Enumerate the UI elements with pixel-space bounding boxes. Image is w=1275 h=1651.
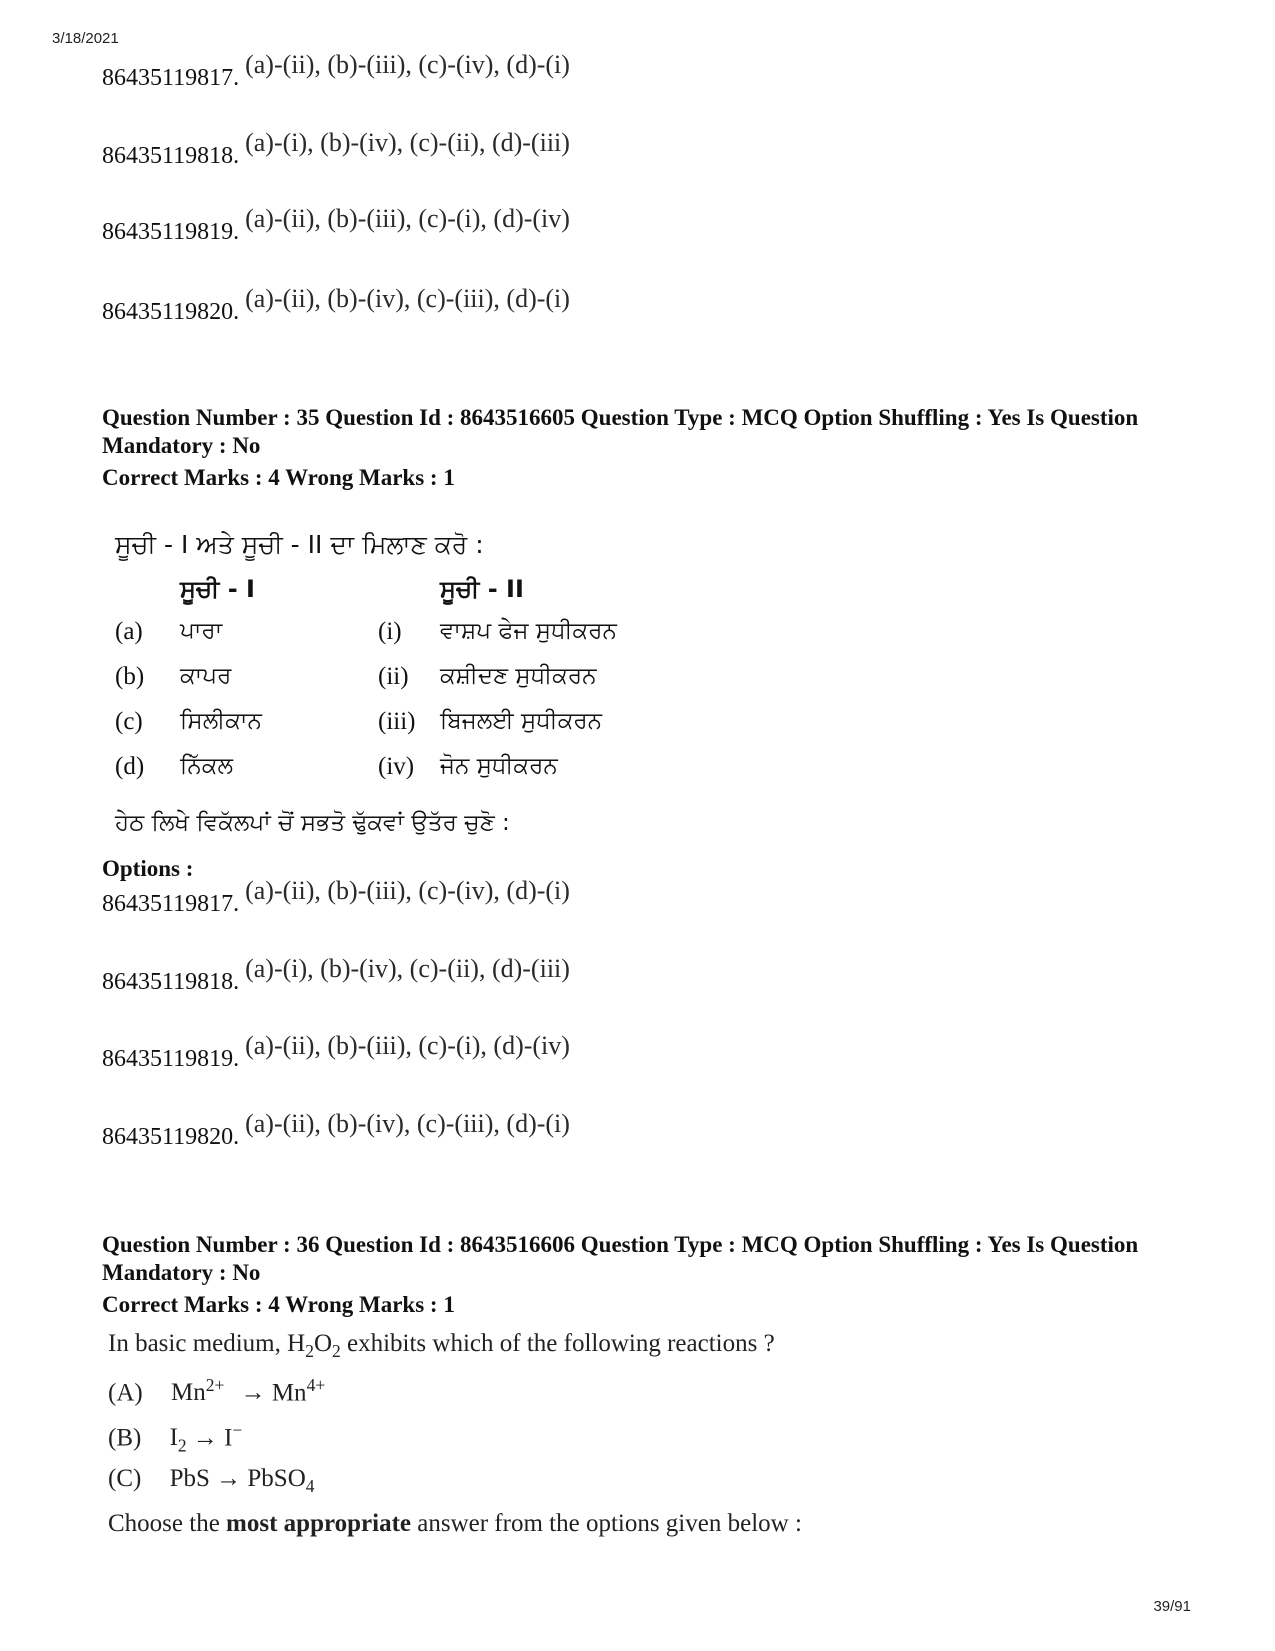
list1-item: ਪਾਰਾ — [180, 618, 223, 644]
row-label: (a) — [115, 618, 143, 645]
instruction: ਹੇਠ ਲਿਖੇ ਵਿਕੱਲਪਾਂ ਚੋਂ ਸਭਤੋ ਢੁੱਕਵਾਂ ਉਤੱਰ ਚੁਣੋ : — [115, 810, 510, 836]
option-text: (a)-(ii), (b)-(iii), (c)-(i), (d)-(iv) — [245, 1031, 570, 1060]
formula: I — [224, 1424, 233, 1452]
row-label: (b) — [115, 663, 145, 690]
question-header: Question Number : 36 Question Id : 8643516606 Question Type : MCQ Option Shuffling : Yes Is Question Mandatory : No — [102, 1232, 1139, 1285]
arrow-icon: → — [240, 1379, 266, 1407]
option-id: 86435119820. — [102, 1124, 240, 1150]
instruction-emphasis: most appropriate — [226, 1510, 411, 1537]
match-title: ਸੂਚੀ - I ਅਤੇ ਸੂਚੀ - II ਦਾ ਮਿਲਾਣ ਕਰੋ : — [115, 530, 484, 559]
option-id: 86435119819. — [102, 219, 240, 245]
row-label: (ii) — [378, 663, 409, 690]
arrow-icon: → — [192, 1424, 218, 1452]
option-row — [102, 1109, 570, 1151]
option-id: 86435119820. — [102, 299, 240, 325]
option-text: (a)-(ii), (b)-(iv), (c)-(iii), (d)-(i) — [245, 284, 570, 313]
option-text: (a)-(ii), (b)-(iii), (c)-(iv), (d)-(i) — [245, 876, 570, 905]
superscript: − — [232, 1420, 243, 1440]
instruction-text: answer from the options given below : — [411, 1510, 802, 1537]
formula: I — [169, 1424, 178, 1452]
option-row — [102, 284, 570, 326]
list1-heading: ਸੂਚੀ - I — [180, 575, 255, 603]
list2-heading: ਸੂਚੀ - II — [440, 575, 524, 603]
stem-text: O — [313, 1330, 332, 1357]
option-id: 86435119819. — [102, 1046, 240, 1072]
row-label: (d) — [115, 753, 145, 780]
option-row — [102, 50, 570, 92]
row-label: (i) — [378, 618, 402, 645]
reaction-c — [108, 1465, 315, 1497]
option-id: 86435119817. — [102, 891, 240, 917]
list2-item: ਕਸ਼ੀਦਣ ਸੁਧੀਕਰਨ — [440, 663, 597, 689]
subscript: 2 — [305, 1341, 314, 1361]
question-marks: Correct Marks : 4 Wrong Marks : 1 — [102, 1292, 455, 1317]
reaction-label: (A) — [108, 1379, 143, 1407]
row-label: (iii) — [378, 708, 416, 735]
superscript: 2+ — [205, 1375, 225, 1395]
question-header: Question Number : 35 Question Id : 8643516605 Question Type : MCQ Option Shuffling : Yes Is Question Mandatory : No — [102, 405, 1139, 458]
arrow-icon: → — [216, 1465, 242, 1492]
formula: Mn — [170, 1379, 206, 1407]
instruction-text: Choose the — [108, 1510, 227, 1537]
reaction-b — [108, 1420, 242, 1456]
option-row — [102, 128, 570, 170]
list1-item: ਕਾਪਰ — [180, 663, 232, 689]
list2-item: ਜੋਨ ਸੁਧੀਕਰਨ — [440, 753, 558, 779]
question-marks: Correct Marks : 4 Wrong Marks : 1 — [102, 465, 455, 490]
question-stem — [108, 1330, 775, 1362]
option-id: 86435119818. — [102, 969, 240, 995]
choose-instruction — [108, 1510, 802, 1538]
option-text: (a)-(ii), (b)-(iii), (c)-(i), (d)-(iv) — [245, 204, 570, 233]
option-row — [102, 876, 570, 918]
print-date: 3/18/2021 — [52, 30, 119, 47]
stem-text: exhibits which of the following reactions ? — [340, 1330, 775, 1357]
option-text: (a)-(ii), (b)-(iv), (c)-(iii), (d)-(i) — [245, 1109, 570, 1138]
option-text: (a)-(i), (b)-(iv), (c)-(ii), (d)-(iii) — [245, 128, 570, 157]
option-text: (a)-(ii), (b)-(iii), (c)-(iv), (d)-(i) — [245, 50, 570, 79]
reaction-a — [108, 1375, 325, 1407]
subscript: 2 — [177, 1435, 187, 1456]
formula: PbSO — [247, 1465, 306, 1492]
subscript: 2 — [332, 1341, 341, 1361]
superscript: 4+ — [306, 1375, 326, 1395]
option-id: 86435119817. — [102, 65, 240, 91]
row-label: (c) — [115, 708, 143, 735]
formula: PbS — [169, 1465, 210, 1492]
option-id: 86435119818. — [102, 143, 240, 169]
formula: Mn — [271, 1379, 307, 1407]
list1-item: ਨਿੱਕਲ — [180, 753, 234, 779]
subscript: 4 — [305, 1476, 315, 1496]
option-row — [102, 1031, 570, 1073]
list2-item: ਵਾਸ਼ਪ ਫੇਜ ਸੁਧੀਕਰਨ — [440, 618, 617, 644]
reaction-label: (C) — [108, 1465, 142, 1492]
page-number: 39/91 — [1153, 1598, 1191, 1615]
option-row — [102, 204, 570, 246]
option-row — [102, 954, 570, 996]
stem-text: In basic medium, H — [108, 1330, 306, 1357]
list2-item: ਬਿਜਲਈ ਸੁਧੀਕਰਨ — [440, 708, 603, 734]
reaction-label: (B) — [108, 1424, 142, 1452]
list1-item: ਸਿਲੀਕਾਨ — [180, 708, 262, 734]
options-label: Options : — [102, 856, 194, 881]
option-text: (a)-(i), (b)-(iv), (c)-(ii), (d)-(iii) — [245, 954, 570, 983]
row-label: (iv) — [378, 753, 415, 780]
